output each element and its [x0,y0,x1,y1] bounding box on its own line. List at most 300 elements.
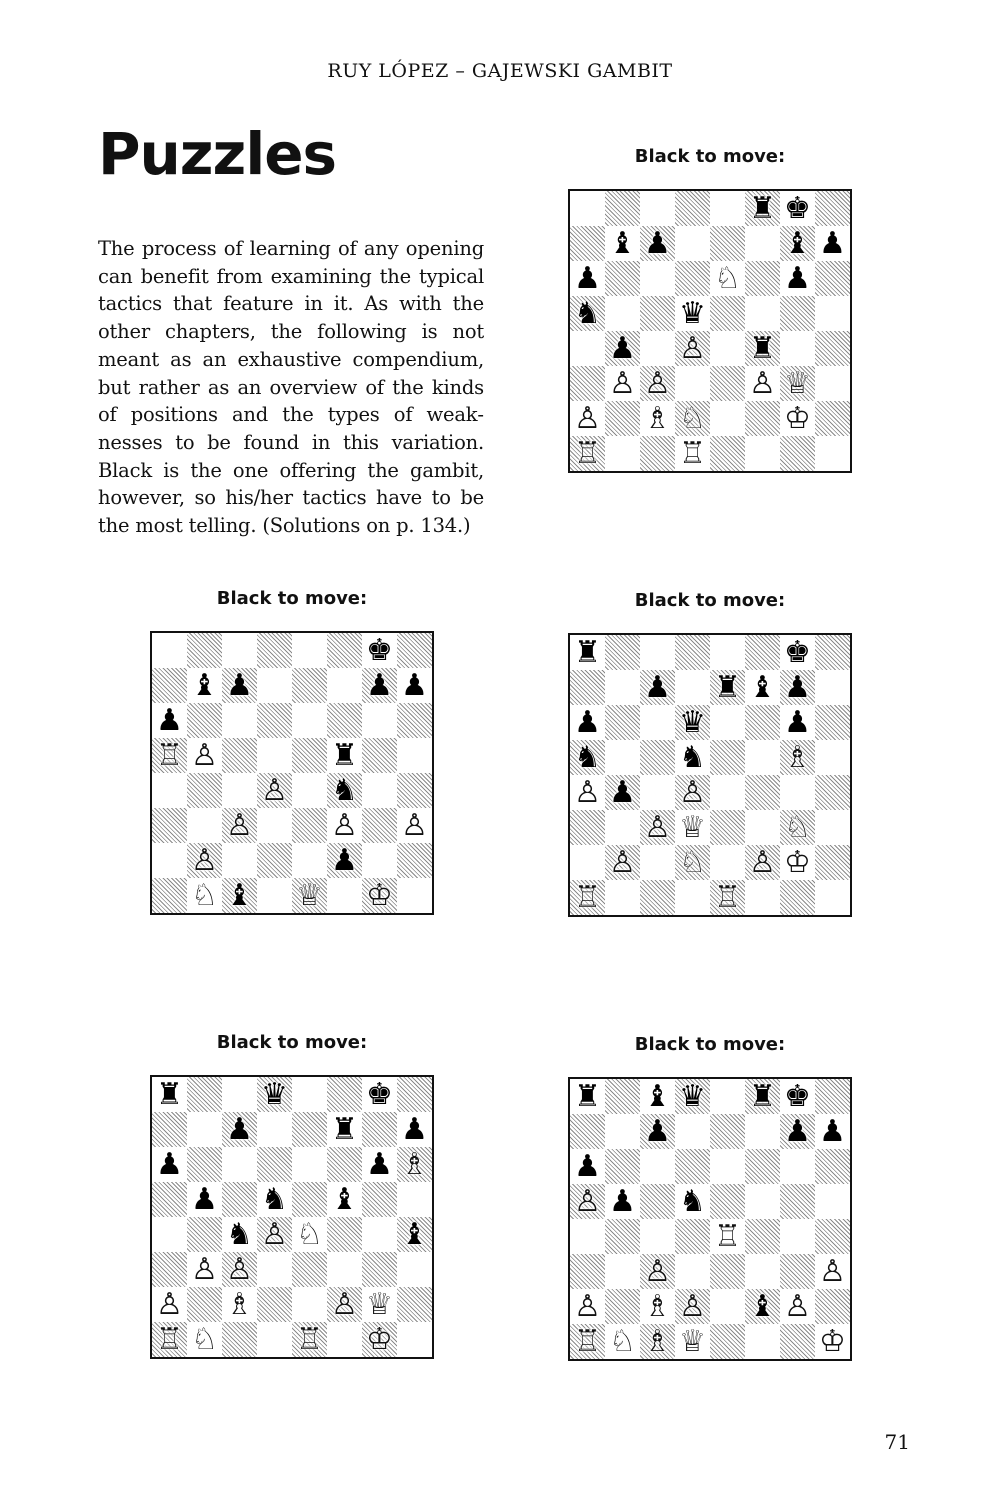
square-b8 [605,191,640,226]
square-e3 [292,1252,327,1287]
square-e8 [710,191,745,226]
black-pawn-icon: ♟ [644,1113,671,1149]
square-e6 [710,705,745,740]
square-f8 [327,633,362,668]
square-g4 [780,331,815,366]
square-e4 [292,773,327,808]
square-h4 [397,773,432,808]
square-b1 [187,878,222,913]
square-b2 [187,843,222,878]
square-f4 [745,1219,780,1254]
square-d7 [257,1112,292,1147]
square-g8 [362,633,397,668]
black-pawn-icon: ♟ [784,669,811,705]
black-bishop-icon: ♝ [644,1078,671,1114]
square-b2 [605,845,640,880]
square-e8 [710,1079,745,1114]
square-d4 [675,1219,710,1254]
square-e6 [710,261,745,296]
square-f4 [745,775,780,810]
square-g3 [362,1252,397,1287]
white-pawn-icon: ♙ [609,844,636,880]
square-f8 [745,635,780,670]
square-h1 [397,878,432,913]
black-knight-icon: ♞ [261,1181,288,1217]
square-b8 [605,635,640,670]
square-a6 [570,705,605,740]
square-f3 [745,1254,780,1289]
square-f6 [745,1149,780,1184]
square-f1 [745,436,780,471]
black-bishop-icon: ♝ [401,1216,428,1252]
square-g7 [780,1114,815,1149]
white-knight-icon: ♘ [609,1323,636,1359]
black-knight-icon: ♞ [679,1183,706,1219]
square-e5 [710,1184,745,1219]
square-h6 [815,705,850,740]
square-e4 [710,775,745,810]
square-b6 [605,705,640,740]
square-h2 [815,1289,850,1324]
square-e5 [710,296,745,331]
square-e7 [710,226,745,261]
square-e8 [292,633,327,668]
black-pawn-icon: ♟ [784,260,811,296]
puzzle-caption: Black to move: [216,588,368,609]
square-e4 [710,331,745,366]
intro-paragraph: The process of learning of any opening can benefit from examining the typical tactics that feature in it. As with the other chapters, the following is not meant as an exhaustive compendium, but rather as an overview of the kinds of positions and the types of weaknesses to be found in this variation. Black is the one offering the gambit, however, so his/her tactics have to be the most telling. (Solutions on p. 134.) [98,237,484,538]
black-queen-icon: ♛ [679,295,706,331]
square-c5 [222,738,257,773]
black-pawn-icon: ♟ [366,667,393,703]
square-c1 [640,1324,675,1359]
white-king-icon: ♔ [366,1321,393,1357]
square-f1 [327,878,362,913]
square-h3 [815,810,850,845]
white-pawn-icon: ♙ [226,807,253,843]
black-bishop-icon: ♝ [191,667,218,703]
square-f2 [327,1287,362,1322]
white-bishop-icon: ♗ [644,1323,671,1359]
square-d1 [257,1322,292,1357]
white-knight-icon: ♘ [784,809,811,845]
square-c3 [222,1252,257,1287]
square-g2 [362,1287,397,1322]
black-knight-icon: ♞ [574,739,601,775]
chess-board [150,631,434,915]
square-d7 [675,1114,710,1149]
black-pawn-icon: ♟ [226,667,253,703]
square-d2 [257,1287,292,1322]
black-pawn-icon: ♟ [819,1113,846,1149]
square-a2 [570,1289,605,1324]
square-b5 [605,1184,640,1219]
square-h7 [397,1112,432,1147]
square-g8 [780,191,815,226]
square-a6 [152,703,187,738]
square-h1 [815,880,850,915]
square-h2 [815,401,850,436]
square-d8 [675,635,710,670]
square-b7 [187,668,222,703]
square-c2 [640,845,675,880]
square-e6 [292,1147,327,1182]
white-rook-icon: ♖ [296,1321,323,1357]
square-h3 [815,366,850,401]
square-g4 [780,775,815,810]
square-a6 [570,261,605,296]
square-b3 [605,366,640,401]
square-h7 [815,670,850,705]
chess-board [568,633,852,917]
square-a7 [570,670,605,705]
square-d8 [675,191,710,226]
square-h3 [397,1252,432,1287]
black-pawn-icon: ♟ [574,704,601,740]
square-g8 [780,1079,815,1114]
square-d1 [675,880,710,915]
square-d1 [675,1324,710,1359]
square-f5 [327,1182,362,1217]
white-rook-icon: ♖ [679,435,706,471]
square-e7 [292,668,327,703]
black-rook-icon: ♜ [574,634,601,670]
puzzle-2 [142,587,442,913]
square-a7 [152,1112,187,1147]
square-g2 [780,1289,815,1324]
white-pawn-icon: ♙ [644,809,671,845]
square-f4 [327,773,362,808]
white-rook-icon: ♖ [714,879,741,915]
square-e2 [710,845,745,880]
square-h1 [815,1324,850,1359]
black-rook-icon: ♜ [331,737,358,773]
square-a8 [152,633,187,668]
running-head: RUY LÓPEZ – GAJEWSKI GAMBIT [327,60,673,82]
black-pawn-icon: ♟ [366,1146,393,1182]
square-c3 [222,808,257,843]
square-d3 [675,366,710,401]
white-rook-icon: ♖ [714,1218,741,1254]
square-a1 [570,880,605,915]
square-e4 [292,1217,327,1252]
square-a5 [570,1184,605,1219]
square-f8 [327,1077,362,1112]
black-queen-icon: ♛ [679,704,706,740]
square-a2 [152,843,187,878]
square-c7 [640,226,675,261]
chess-board [568,189,852,473]
white-rook-icon: ♖ [574,1323,601,1359]
square-f7 [745,1114,780,1149]
square-g5 [780,296,815,331]
white-pawn-icon: ♙ [261,772,288,808]
square-h7 [815,1114,850,1149]
square-g1 [780,1324,815,1359]
square-b7 [605,670,640,705]
square-h4 [815,1219,850,1254]
square-g8 [780,635,815,670]
square-e1 [710,1324,745,1359]
square-f5 [327,738,362,773]
square-b5 [187,1182,222,1217]
square-b4 [605,775,640,810]
square-c4 [222,1217,257,1252]
square-f3 [745,810,780,845]
square-b5 [605,296,640,331]
puzzle-1 [560,145,860,471]
square-b3 [605,1254,640,1289]
black-pawn-icon: ♟ [609,330,636,366]
black-pawn-icon: ♟ [156,1146,183,1182]
square-c6 [640,1149,675,1184]
square-f5 [745,1184,780,1219]
square-h6 [397,703,432,738]
white-pawn-icon: ♙ [191,737,218,773]
square-g3 [780,1254,815,1289]
square-d5 [257,1182,292,1217]
square-f6 [327,703,362,738]
black-rook-icon: ♜ [714,669,741,705]
black-king-icon: ♚ [784,1078,811,1114]
black-pawn-icon: ♟ [784,1113,811,1149]
black-pawn-icon: ♟ [784,704,811,740]
square-c8 [640,1079,675,1114]
square-d7 [675,670,710,705]
square-h5 [397,738,432,773]
square-a3 [570,366,605,401]
square-g5 [362,738,397,773]
square-a8 [152,1077,187,1112]
square-h8 [815,1079,850,1114]
square-c4 [640,1219,675,1254]
square-a7 [152,668,187,703]
black-pawn-icon: ♟ [226,1111,253,1147]
square-f1 [745,1324,780,1359]
square-c7 [640,1114,675,1149]
black-king-icon: ♚ [784,190,811,226]
square-e6 [292,703,327,738]
square-c1 [222,878,257,913]
square-c6 [222,703,257,738]
square-h5 [815,296,850,331]
square-g6 [362,1147,397,1182]
square-c3 [640,366,675,401]
square-c4 [640,775,675,810]
square-b6 [187,1147,222,1182]
black-king-icon: ♚ [784,634,811,670]
square-h5 [815,1184,850,1219]
square-f1 [327,1322,362,1357]
square-a3 [570,810,605,845]
square-b4 [605,331,640,366]
square-a5 [152,738,187,773]
square-b6 [605,1149,640,1184]
square-a3 [570,1254,605,1289]
square-c3 [640,1254,675,1289]
black-queen-icon: ♛ [679,1078,706,1114]
square-c1 [640,436,675,471]
white-rook-icon: ♖ [156,1321,183,1357]
square-h2 [397,1287,432,1322]
white-queen-icon: ♕ [784,365,811,401]
square-e7 [292,1112,327,1147]
white-pawn-icon: ♙ [261,1216,288,1252]
square-e4 [710,1219,745,1254]
black-pawn-icon: ♟ [609,1183,636,1219]
square-h3 [397,808,432,843]
square-d5 [257,738,292,773]
white-king-icon: ♔ [819,1323,846,1359]
square-c5 [640,740,675,775]
square-d5 [675,296,710,331]
square-a2 [570,845,605,880]
black-rook-icon: ♜ [749,1078,776,1114]
square-e5 [292,738,327,773]
square-h2 [815,845,850,880]
white-pawn-icon: ♙ [191,1251,218,1287]
white-rook-icon: ♖ [574,435,601,471]
square-g2 [780,401,815,436]
white-knight-icon: ♘ [296,1216,323,1252]
square-h4 [815,775,850,810]
square-c8 [640,191,675,226]
square-a8 [570,191,605,226]
square-b3 [187,1252,222,1287]
square-f7 [745,226,780,261]
square-c3 [640,810,675,845]
black-pawn-icon: ♟ [331,842,358,878]
black-knight-icon: ♞ [574,295,601,331]
square-c5 [640,1184,675,1219]
square-b8 [187,1077,222,1112]
square-f1 [745,880,780,915]
white-queen-icon: ♕ [679,809,706,845]
square-d3 [257,808,292,843]
black-pawn-icon: ♟ [156,702,183,738]
black-rook-icon: ♜ [574,1078,601,1114]
square-h6 [815,1149,850,1184]
square-b2 [187,1287,222,1322]
square-d1 [257,878,292,913]
square-h4 [397,1217,432,1252]
square-e1 [710,880,745,915]
square-h1 [397,1322,432,1357]
white-pawn-icon: ♙ [784,1288,811,1324]
square-d7 [675,226,710,261]
square-d8 [675,1079,710,1114]
square-g7 [362,1112,397,1147]
square-e8 [292,1077,327,1112]
black-bishop-icon: ♝ [226,877,253,913]
white-pawn-icon: ♙ [191,842,218,878]
square-h5 [815,740,850,775]
black-king-icon: ♚ [366,632,393,668]
puzzle-caption: Black to move: [634,1034,786,1055]
puzzle-5 [560,1033,860,1359]
square-c1 [640,880,675,915]
square-d5 [675,740,710,775]
square-c1 [222,1322,257,1357]
white-queen-icon: ♕ [679,1323,706,1359]
square-d4 [257,773,292,808]
square-g3 [780,366,815,401]
square-a6 [570,1149,605,1184]
square-g7 [780,670,815,705]
square-d6 [675,1149,710,1184]
square-b2 [605,401,640,436]
black-pawn-icon: ♟ [401,667,428,703]
square-f3 [745,366,780,401]
square-g5 [362,1182,397,1217]
square-b4 [187,773,222,808]
square-a6 [152,1147,187,1182]
square-c5 [222,1182,257,1217]
square-g6 [780,261,815,296]
square-f2 [745,401,780,436]
square-d3 [257,1252,292,1287]
square-g4 [362,1217,397,1252]
black-pawn-icon: ♟ [574,1148,601,1184]
square-b1 [605,436,640,471]
square-d6 [257,703,292,738]
square-f7 [745,670,780,705]
square-b1 [605,1324,640,1359]
square-g1 [780,880,815,915]
square-f7 [327,1112,362,1147]
square-a5 [570,740,605,775]
square-d3 [675,810,710,845]
white-rook-icon: ♖ [156,737,183,773]
square-h3 [815,1254,850,1289]
square-f5 [745,296,780,331]
white-pawn-icon: ♙ [679,1288,706,1324]
square-d5 [675,1184,710,1219]
square-h4 [815,331,850,366]
page-number: 71 [884,1430,910,1454]
square-b1 [187,1322,222,1357]
square-a4 [570,775,605,810]
square-g5 [780,1184,815,1219]
white-pawn-icon: ♙ [749,365,776,401]
square-f2 [745,845,780,880]
square-e5 [710,740,745,775]
white-queen-icon: ♕ [296,877,323,913]
square-b3 [605,810,640,845]
white-pawn-icon: ♙ [331,1286,358,1322]
square-f7 [327,668,362,703]
square-e3 [710,1254,745,1289]
square-h7 [397,668,432,703]
black-knight-icon: ♞ [679,739,706,775]
square-f3 [327,1252,362,1287]
white-pawn-icon: ♙ [644,1253,671,1289]
square-h6 [397,1147,432,1182]
square-e7 [710,1114,745,1149]
square-f8 [745,1079,780,1114]
square-g1 [362,1322,397,1357]
square-d3 [675,1254,710,1289]
square-d8 [257,633,292,668]
square-e6 [710,1149,745,1184]
black-bishop-icon: ♝ [331,1181,358,1217]
square-b7 [187,1112,222,1147]
square-a3 [152,1252,187,1287]
square-b2 [605,1289,640,1324]
square-g4 [362,773,397,808]
square-d6 [257,1147,292,1182]
black-bishop-icon: ♝ [749,669,776,705]
